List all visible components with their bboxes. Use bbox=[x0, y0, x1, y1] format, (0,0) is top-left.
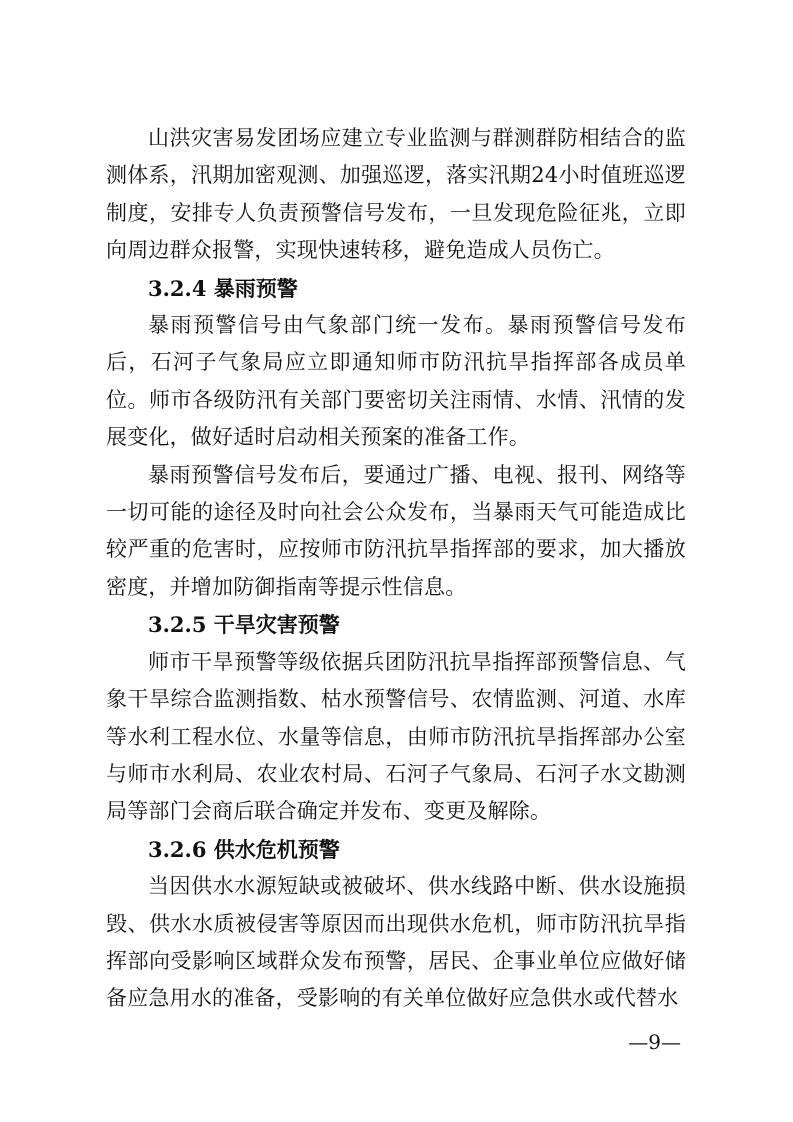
paragraph-flash-flood-monitoring: 山洪灾害易发团场应建立专业监测与群测群防相结合的监测体系，汛期加密观测、加强巡逻，落实汛期24小时值班巡逻制度，安排专人负责预警信号发布，一旦发现危险征兆，立即向周边群众报警，实现快速转移，避免造成人员伤亡。 bbox=[106, 126, 686, 263]
heading-rainstorm-warning: 3.2.4 暴雨预警 bbox=[148, 275, 298, 301]
paragraph-rainstorm-public-broadcast: 暴雨预警信号发布后，要通过广播、电视、报刊、网络等一切可能的途径及时向社会公众发布，当暴雨天气可能造成比较严重的危害时，应按师市防汛抗旱指挥部的要求，加大播放密度，并增加防御指南等提示性信息。 bbox=[106, 462, 686, 599]
document-body bbox=[106, 120, 686, 1018]
heading-water-supply-crisis-warning: 3.2.6 供水危机预警 bbox=[148, 836, 340, 862]
paragraph-water-supply-crisis: 当因供水水源短缺或被破坏、供水线路中断、供水设施损毁、供水水质被侵害等原因而出现供水危机，师市防汛抗旱指挥部向受影响区域群众发布预警，居民、企事业单位应做好储备应急用水的准备，受影响的有关单位做好应急供水或代替水 bbox=[106, 874, 686, 1011]
paragraph-rainstorm-signal-issuance: 暴雨预警信号由气象部门统一发布。暴雨预警信号发布后，石河子气象局应立即通知师市防汛抗旱指挥部各成员单位。师市各级防汛有关部门要密切关注雨情、水情、汛情的发展变化，做好适时启动相关预案的准备工作。 bbox=[106, 313, 686, 450]
page-number: —9— bbox=[628, 1030, 681, 1054]
heading-drought-warning: 3.2.5 干旱灾害预警 bbox=[148, 612, 340, 638]
paragraph-drought-warning-levels: 师市干旱预警等级依据兵团防汛抗旱指挥部预警信息、气象干旱综合监测指数、枯水预警信号、农情监测、河道、水库等水利工程水位、水量等信息，由师市防汛抗旱指挥部办公室与师市水利局、农业农村局、石河子气象局、石河子水文勘测局等部门会商后联合确定并发布、变更及解除。 bbox=[106, 649, 686, 824]
